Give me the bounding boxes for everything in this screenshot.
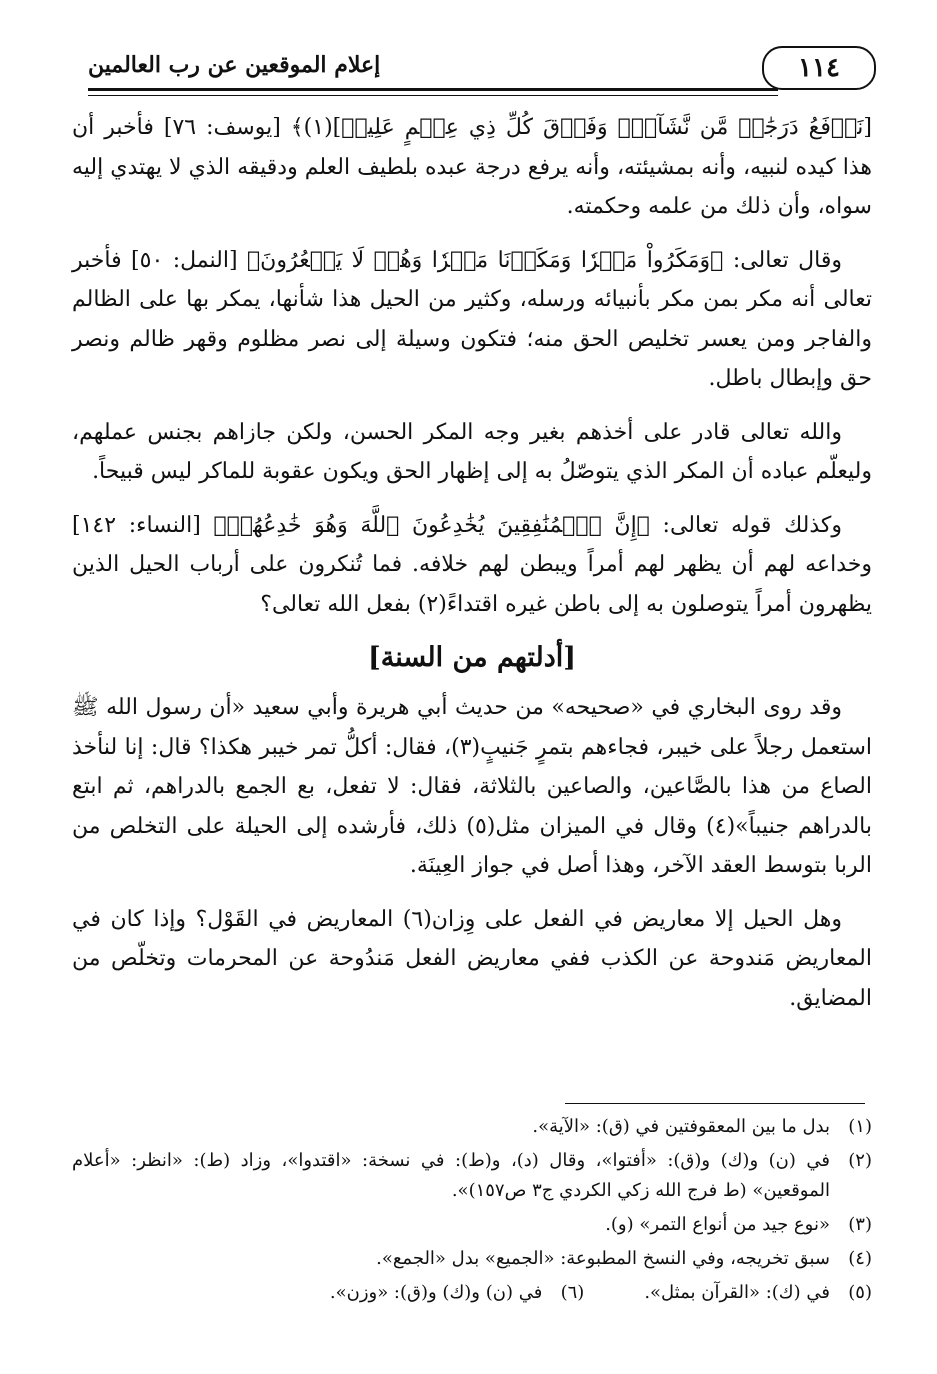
main-text [72, 108, 872, 1032]
footnote-row [72, 1278, 872, 1312]
paragraph-3: والله تعالى قادر على أخذهم بغير وجه المكر الحسن، ولكن جازاهم بجنس عملهم، وليعلّم عباده أن المكر الذي يتوصّلُ به إلى إظهار الحق ويكون عقوبة للماكر ليس قبيحاً. [72, 419, 872, 484]
footnote-text: سبق تخريجه، وفي النسخ المطبوعة: «الجميع» بدل «الجمع». [376, 1248, 830, 1269]
footnote-6 [330, 1278, 584, 1308]
header-rule-thin [88, 95, 778, 96]
footnote-text: في (ن) و(ك) و(ق): «وزن». [329, 1282, 543, 1303]
footnote-2 [72, 1146, 872, 1206]
section-heading: [أدلتهم من السنة] [367, 642, 577, 673]
footnote-4 [72, 1244, 872, 1274]
footnote-number: (٢) [848, 1150, 872, 1171]
footnotes [72, 1112, 872, 1312]
footnote-text: في (ك): «القرآن بمثل». [644, 1282, 830, 1303]
footnote-text: في (ن) و(ك) و(ق): «أفتوا»، وقال (د)، و(ط): في نسخة: «اقتدوا»، وزاد (ط): «انظر: «أعلام الموقعين» (ط فرج الله زكي الكردي ج٣ ص١٥٧)». [72, 1150, 830, 1201]
footnote-number: (١) [848, 1116, 872, 1137]
footnote-number: (٤) [848, 1248, 872, 1269]
book-title: إعلام الموقعين عن رب العالمين [88, 52, 381, 78]
paragraph-4: وكذلك قوله تعالى: ﴿إِنَّ ٱلۡمُنَٰفِقِينَ يُخَٰدِعُونَ ٱللَّهَ وَهُوَ خَٰدِعُهُمۡ﴾ [النساء: ١٤٢] وخداعه لهم أن يظهر لهم أمراً ويبطن لهم خلافه. فما تُنكرون على أرباب الحيل الذين يظهرون أمراً يتوصلون به إلى باطن غيره اقتداءً(٢) بفعل الله تعالى؟ [72, 512, 872, 617]
footnote-3 [72, 1210, 872, 1240]
paragraph-6: وهل الحيل إلا معاريض في الفعل على وِزان(٦) المعاريض في القَوْل؟ وإذا كان في المعاريض مَندوحة عن الكذب ففي معاريض الفعل مَندُوحة عن المحرمات وتخلّص من المضايق. [72, 906, 872, 1011]
running-header [88, 44, 848, 88]
footnote-separator [565, 1103, 865, 1104]
footnote-number: (٣) [848, 1214, 872, 1235]
header-rule-thick [88, 88, 778, 91]
footnote-text: «نوع جيد من أنواع التمر» (و). [605, 1214, 830, 1235]
footnote-1 [72, 1112, 872, 1142]
footnote-text: بدل ما بين المعقوفتين في (ق): «الآية». [532, 1116, 830, 1137]
footnote-number: (٥) [848, 1282, 872, 1303]
paragraph-2: وقال تعالى: ﴿وَمَكَرُواْ مَكۡرٗا وَمَكَرۡنَا مَكۡرٗا وَهُمۡ لَا يَشۡعُرُونَ﴾ [النمل: ٥٠] فأخبر تعالى أنه مكر بمن مكر بأنبيائه ورسله، وكثير من الحيل هذا شأنها، يمكر بها على الظالم والفاجر ومن يعسر تخليص الحق منه؛ فتكون وسيلة إلى نصر مظلوم وقهر ظالم ونصر حق وإبطال باطل. [72, 247, 872, 391]
page-number: ١١٤ [762, 46, 876, 90]
paragraph-5: وقد روى البخاري في «صحيحه» من حديث أبي هريرة وأبي سعيد «أن رسول الله ﷺ استعمل رجلاً على خيبر، فجاءهم بتمرٍ جَنيبٍ(٣)، فقال: أكلُّ تمر خيبر هكذا؟ قال: إنا لنأخذ الصاع من هذا بالصَّاعين، والصاعين بالثلاثة، فقال: لا تفعل، بع الجمع بالدراهم، ثم ابتع بالدراهم جنيباً»(٤) وقال في الميزان مثل(٥) ذلك، فأرشده إلى الحيلة على التخلص من الربا بتوسط العقد الآخر، وهذا أصل في جواز العِينَة. [72, 695, 873, 878]
paragraph-1: [نَرۡفَعُ دَرَجَٰتٖ مَّن نَّشَآءُۗ وَفَوۡقَ كُلِّ ذِي عِلۡمٍ عَلِيمٞ](١)﴾ [يوسف: ٧٦] فأخبر أن هذا كيده لنبيه، وأنه بمشيئته، وأنه يرفع درجة عبده بلطيف العلم ودقيقه الذي لا يهتدي إليه سواه، وأن ذلك من علمه وحكمته. [72, 115, 872, 219]
footnote-5 [644, 1278, 872, 1308]
footnote-number: (٦) [560, 1282, 585, 1303]
